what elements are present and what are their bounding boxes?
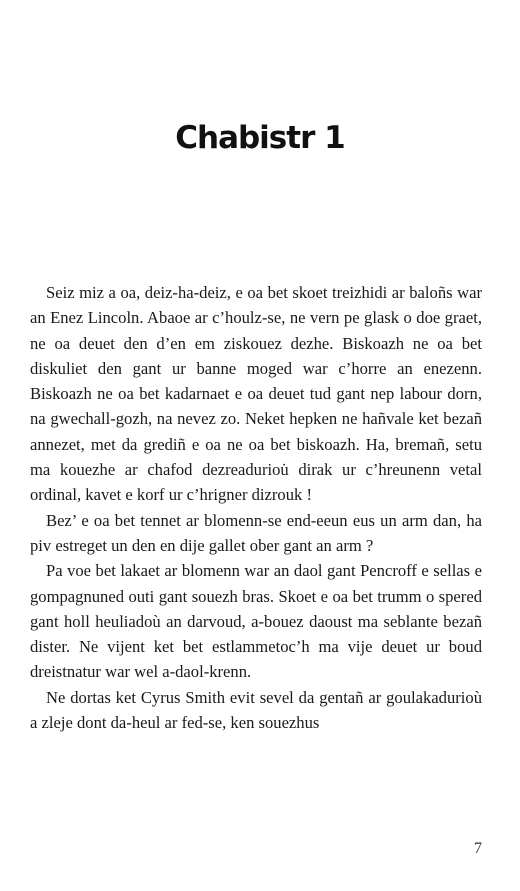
chapter-title: Chabistr 1 — [175, 120, 345, 156]
paragraph: Pa voe bet lakaet ar blomenn war an daol gant Pencroff e sellas e gompagnuned outi gant souezh bras. Skoet e oa bet trumm o spered gant holl heuliadoù an darvoud, a-bouez daoust ma seblante bezañ dister. Ne vijent ket bet estlammetoc’h ma vije deuet ur boud dreistnatur war wel a-daol-krenn. — [30, 561, 482, 682]
paragraph: Ne dortas ket Cyrus Smith evit sevel da gentañ ar goulakadurioù a zleje dont da-heul ar fed-se, ken souezhus — [30, 687, 482, 733]
chapter-body — [30, 280, 482, 735]
paragraph: Seiz miz a oa, deiz-ha-deiz, e oa bet skoet treizhidi ar baloñs war an Enez Lincoln. Abaoe ar c’houlz-se, ne vern pe glask o doe graet, ne oa deuet den d’en em ziskouez dezhe. Biskoazh ne oa bet diskuliet den gant ur banne moged war c’horre an enezenn. Biskoazh ne oa bet kadarnaet e oa deuet tud gant nep labour dorn, na gwechall-gozh, na nevez zo. Neket hepken ne hañvale ket bezañ annezet, met da grediñ e oa ne oa bet biskoazh. Ha, bremañ, setu ma kouezhe ar chafod dezreaduriou̇ dirak ur c’hreunenn vetal ordinal, kavet e korf ur c’hrigner dizrouk ! — [30, 283, 482, 505]
paragraph: Bez’ e oa bet tennet ar blomenn-se end-eeun eus un arm dan, ha piv estreget un den en dije gallet ober gant an arm ? — [30, 510, 482, 555]
page-number: 7 — [474, 840, 482, 857]
